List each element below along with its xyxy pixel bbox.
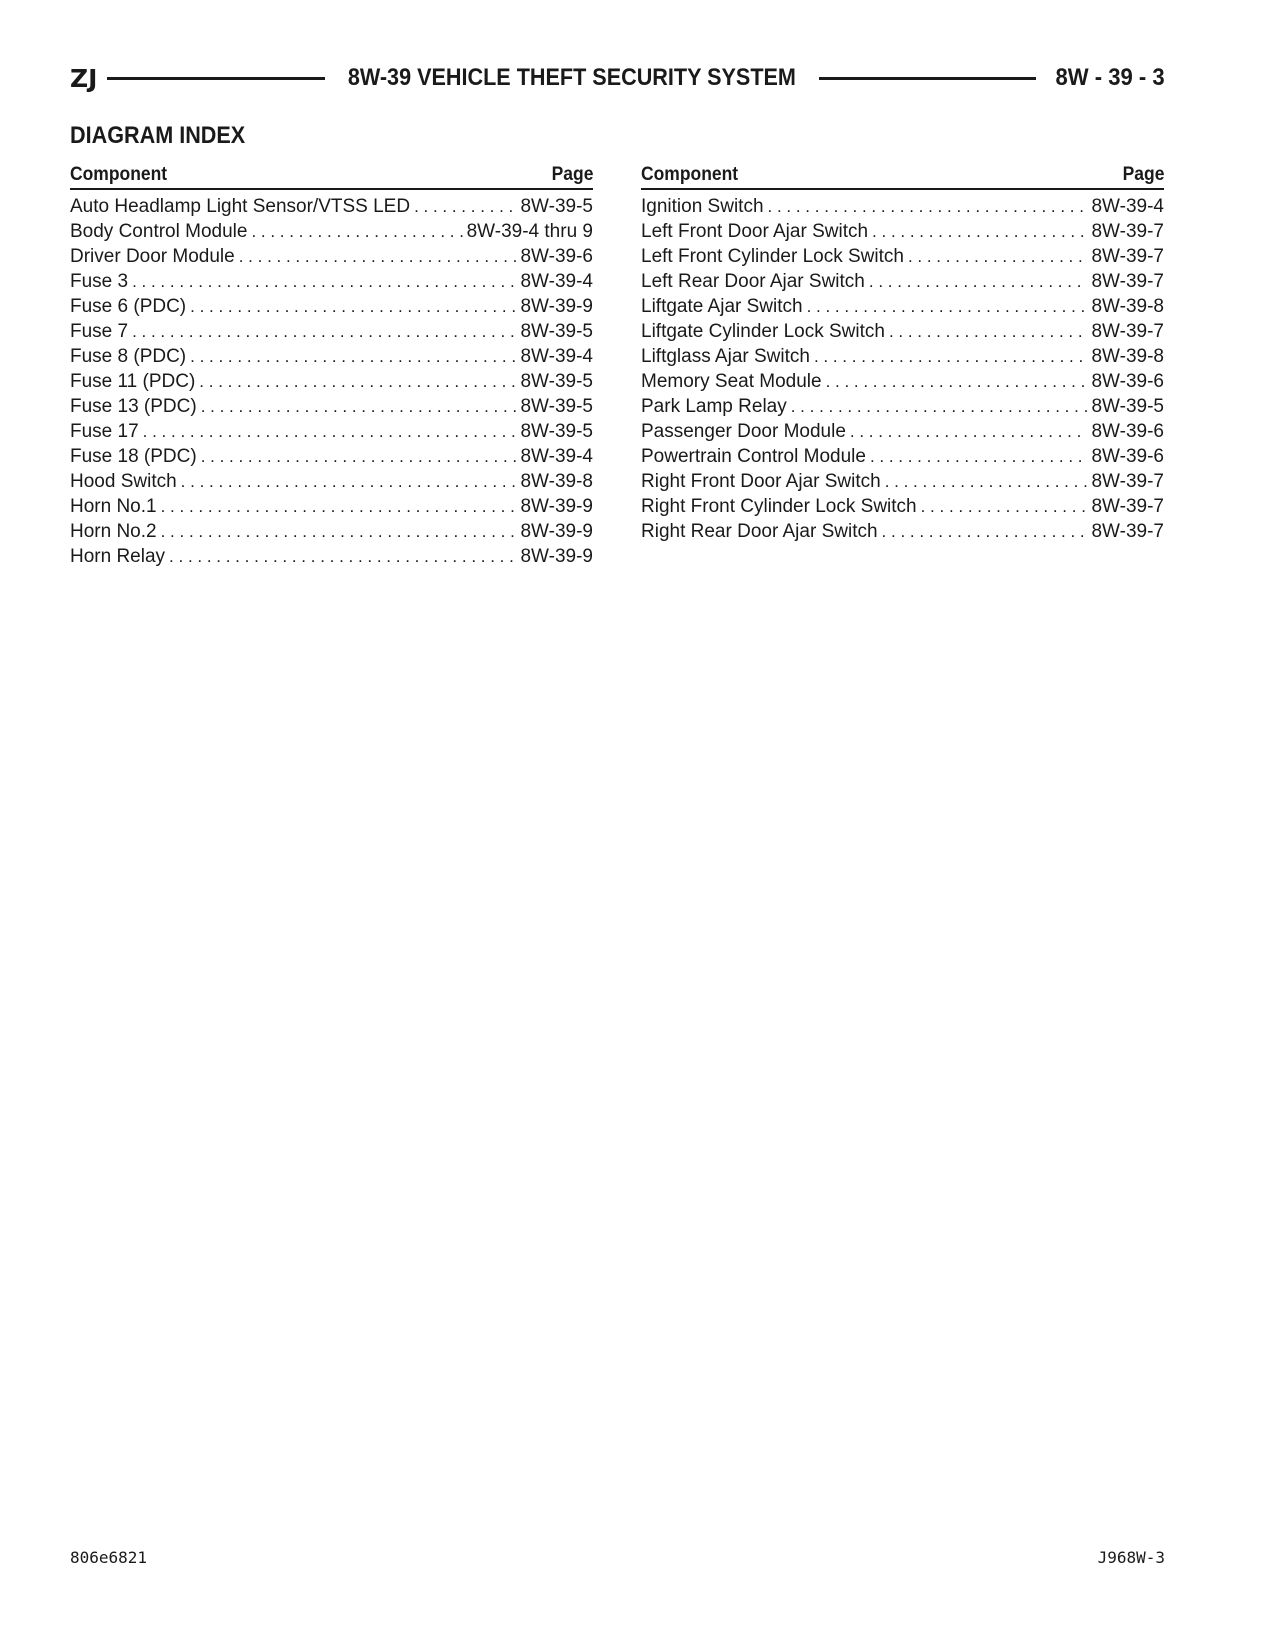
dot-leader bbox=[885, 469, 1088, 494]
model-code: ZJ bbox=[70, 63, 98, 93]
component-name: Body Control Module bbox=[70, 221, 248, 242]
page-reference: 8W-39-8 bbox=[520, 471, 593, 492]
component-name: Right Rear Door Ajar Switch bbox=[641, 521, 878, 542]
component-name: Left Front Door Ajar Switch bbox=[641, 221, 869, 242]
component-column-label: Component bbox=[641, 164, 739, 185]
page-reference: 8W-39-4 bbox=[520, 346, 593, 367]
page-reference: 8W-39-4 bbox=[520, 446, 593, 467]
index-entry bbox=[641, 294, 1164, 319]
index-entry bbox=[70, 544, 593, 569]
index-entry bbox=[641, 344, 1164, 369]
component-column-label: Component bbox=[70, 164, 168, 185]
component-name: Horn No.2 bbox=[70, 521, 157, 542]
dot-leader bbox=[807, 294, 1088, 319]
index-entry bbox=[641, 319, 1164, 344]
dot-leader bbox=[869, 269, 1088, 294]
page-reference: 8W-39-5 bbox=[1091, 396, 1164, 417]
page-reference: 8W-39-4 bbox=[520, 271, 593, 292]
dot-leader bbox=[201, 394, 517, 419]
index-entry bbox=[70, 244, 593, 269]
component-name: Fuse 8 (PDC) bbox=[70, 346, 187, 367]
dot-leader bbox=[161, 519, 517, 544]
index-column-right bbox=[641, 158, 1164, 544]
component-name: Horn No.1 bbox=[70, 496, 157, 517]
index-entry bbox=[70, 294, 593, 319]
dot-leader bbox=[190, 294, 516, 319]
page-number: 8W - 39 - 3 bbox=[1055, 64, 1166, 91]
dot-leader bbox=[239, 244, 517, 269]
page-reference: 8W-39-9 bbox=[520, 521, 593, 542]
page-reference: 8W-39-9 bbox=[520, 296, 593, 317]
page-reference: 8W-39-7 bbox=[1091, 246, 1164, 267]
page-reference: 8W-39-6 bbox=[1091, 446, 1164, 467]
page-column-label: Page bbox=[551, 164, 593, 185]
component-name: Hood Switch bbox=[70, 471, 177, 492]
index-entry bbox=[641, 469, 1164, 494]
page-reference: 8W-39-8 bbox=[1091, 346, 1164, 367]
component-name: Fuse 7 bbox=[70, 321, 129, 342]
component-name: Driver Door Module bbox=[70, 246, 235, 267]
page-column-label: Page bbox=[1122, 164, 1164, 185]
dot-leader bbox=[251, 219, 462, 244]
page-reference: 8W-39-6 bbox=[1091, 421, 1164, 442]
index-entry bbox=[70, 419, 593, 444]
component-name: Fuse 6 (PDC) bbox=[70, 296, 187, 317]
page-reference: 8W-39-4 bbox=[1091, 196, 1164, 217]
dot-leader bbox=[908, 244, 1088, 269]
page-reference: 8W-39-5 bbox=[520, 196, 593, 217]
page-reference: 8W-39-5 bbox=[520, 396, 593, 417]
dot-leader bbox=[169, 544, 516, 569]
header-rule-left bbox=[107, 77, 325, 80]
dot-leader bbox=[814, 344, 1088, 369]
page-reference: 8W-39-7 bbox=[1091, 521, 1164, 542]
page-header bbox=[70, 60, 1165, 96]
page-reference: 8W-39-7 bbox=[1091, 471, 1164, 492]
page-title: 8W-39 VEHICLE THEFT SECURITY SYSTEM bbox=[347, 64, 796, 91]
dot-leader bbox=[768, 194, 1088, 219]
index-entry bbox=[641, 394, 1164, 419]
component-name: Right Front Door Ajar Switch bbox=[641, 471, 881, 492]
dot-leader bbox=[791, 394, 1088, 419]
dot-leader bbox=[161, 494, 517, 519]
dot-leader bbox=[872, 219, 1087, 244]
index-entry bbox=[641, 194, 1164, 219]
component-name: Fuse 11 (PDC) bbox=[70, 371, 196, 392]
index-entry bbox=[70, 219, 593, 244]
page-reference: 8W-39-8 bbox=[1091, 296, 1164, 317]
page-reference: 8W-39-6 bbox=[520, 246, 593, 267]
index-entry bbox=[641, 494, 1164, 519]
component-name: Memory Seat Module bbox=[641, 371, 822, 392]
page-reference: 8W-39-9 bbox=[520, 546, 593, 567]
section-title: DIAGRAM INDEX bbox=[70, 122, 246, 149]
page-reference: 8W-39-5 bbox=[520, 371, 593, 392]
dot-leader bbox=[414, 194, 516, 219]
dot-leader bbox=[921, 494, 1088, 519]
index-entry bbox=[70, 519, 593, 544]
component-name: Liftglass Ajar Switch bbox=[641, 346, 810, 367]
dot-leader bbox=[190, 344, 516, 369]
column-header bbox=[641, 158, 1164, 190]
page-reference: 8W-39-7 bbox=[1091, 271, 1164, 292]
page-reference: 8W-39-6 bbox=[1091, 371, 1164, 392]
dot-leader bbox=[870, 444, 1088, 469]
page-reference: 8W-39-5 bbox=[520, 321, 593, 342]
dot-leader bbox=[132, 319, 516, 344]
index-entry bbox=[641, 419, 1164, 444]
index-entry bbox=[70, 194, 593, 219]
index-entry bbox=[641, 369, 1164, 394]
index-entry bbox=[70, 444, 593, 469]
index-entry bbox=[70, 319, 593, 344]
component-name: Passenger Door Module bbox=[641, 421, 846, 442]
index-entry bbox=[70, 494, 593, 519]
component-name: Fuse 17 bbox=[70, 421, 139, 442]
component-name: Auto Headlamp Light Sensor/VTSS LED bbox=[70, 196, 411, 217]
column-header bbox=[70, 158, 593, 190]
index-entry bbox=[641, 244, 1164, 269]
page-reference: 8W-39-7 bbox=[1091, 321, 1164, 342]
component-name: Fuse 13 (PDC) bbox=[70, 396, 197, 417]
index-entry bbox=[70, 344, 593, 369]
page-reference: 8W-39-7 bbox=[1091, 496, 1164, 517]
dot-leader bbox=[132, 269, 516, 294]
footer-page-code: J968W-3 bbox=[1097, 1548, 1165, 1567]
dot-leader bbox=[850, 419, 1088, 444]
dot-leader bbox=[199, 369, 516, 394]
component-name: Liftgate Cylinder Lock Switch bbox=[641, 321, 885, 342]
index-entry bbox=[641, 219, 1164, 244]
index-entry bbox=[70, 469, 593, 494]
page-reference: 8W-39-9 bbox=[520, 496, 593, 517]
index-column-left bbox=[70, 158, 593, 569]
header-rule-right bbox=[819, 77, 1037, 80]
dot-leader bbox=[201, 444, 517, 469]
index-rows bbox=[641, 194, 1164, 544]
dot-leader bbox=[181, 469, 517, 494]
component-name: Powertrain Control Module bbox=[641, 446, 866, 467]
index-rows bbox=[70, 194, 593, 569]
component-name: Park Lamp Relay bbox=[641, 396, 787, 417]
component-name: Left Rear Door Ajar Switch bbox=[641, 271, 865, 292]
index-entry bbox=[70, 394, 593, 419]
index-entry bbox=[70, 269, 593, 294]
dot-leader bbox=[889, 319, 1088, 344]
index-entry bbox=[641, 269, 1164, 294]
dot-leader bbox=[882, 519, 1088, 544]
footer-image-code: 806e6821 bbox=[70, 1548, 148, 1567]
component-name: Ignition Switch bbox=[641, 196, 764, 217]
component-name: Left Front Cylinder Lock Switch bbox=[641, 246, 904, 267]
component-name: Fuse 18 (PDC) bbox=[70, 446, 197, 467]
page-reference: 8W-39-7 bbox=[1091, 221, 1164, 242]
page-reference: 8W-39-4 thru 9 bbox=[466, 221, 593, 242]
component-name: Fuse 3 bbox=[70, 271, 129, 292]
component-name: Liftgate Ajar Switch bbox=[641, 296, 803, 317]
component-name: Right Front Cylinder Lock Switch bbox=[641, 496, 917, 517]
index-entry bbox=[70, 369, 593, 394]
dot-leader bbox=[143, 419, 517, 444]
page-reference: 8W-39-5 bbox=[520, 421, 593, 442]
index-entry bbox=[641, 444, 1164, 469]
dot-leader bbox=[826, 369, 1088, 394]
component-name: Horn Relay bbox=[70, 546, 166, 567]
index-entry bbox=[641, 519, 1164, 544]
